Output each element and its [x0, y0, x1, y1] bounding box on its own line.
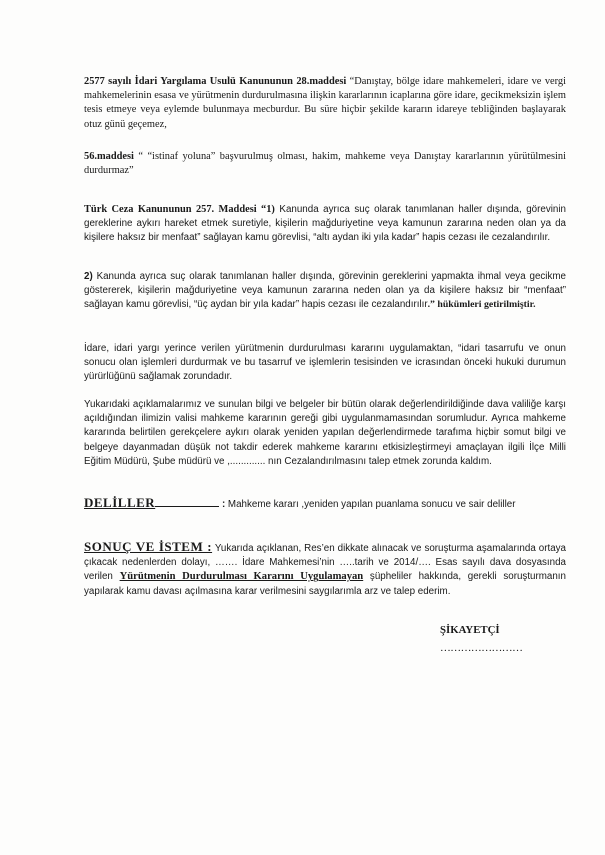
- clause-number: 2): [84, 271, 93, 282]
- section-sonuc-ve-istem: [84, 540, 566, 599]
- paragraph-text: “ “istinaf yoluna” başvurulmuş olması, hakim, mahkeme veya Danıştay kararlarının yürütülmesini durdurmaz”: [84, 151, 566, 177]
- signature-line: ……………………: [440, 642, 523, 654]
- paragraph-text: Kanunda ayrıca suç olarak tanımlanan haller dışında, görevinin gereklerini yapmakta ihmal veya gecikme göstererek, kişilerin mağduriyetine veya kamunun zararına neden olan ya da kişilere haksız bir “menfaat” sağlayan kamu görevlisi, “üç aydan bir yıla kadar” hapis cezası ile cezalandırılır: [84, 271, 566, 311]
- paragraph-bold-tail: .” hükümleri getirilmiştir.: [427, 299, 536, 311]
- paragraph-explanations: [84, 398, 566, 469]
- signature-label: ŞİKAYETÇİ: [440, 624, 500, 636]
- sonuc-heading: SONUÇ VE İSTEM :: [84, 539, 213, 554]
- sonuc-text-b: şüpheliler hakkında, gerekli soruşturmanın yapılarak kamu davası açılmasına karar verilmesini saygılarımla arz ve talep ederim.: [84, 571, 566, 597]
- paragraph-article-28: [84, 75, 566, 132]
- law-reference: 56.maddesi: [84, 151, 134, 162]
- paragraph-text: “Danıştay, bölge idare mahkemeleri, idare ve vergi mahkemelerinin esasa ve yürütmenin durdurulmasına ilişkin kararlarının icaplarına göre idare, gecikmeksizin işlem tesis etmeye veya eylemde bulunmaya mecburdur. Bu süre hiçbir şekilde kararın idareye tebliğinden başlayarak otuz günü geçemez,: [84, 76, 566, 130]
- paragraph-tck-257-1: [84, 203, 566, 246]
- paragraph-text: Kanunda ayrıca suç olarak tanımlanan haller dışında, görevinin gereklerine aykırı hareket etmek suretiyle, kişilerin mağduriyetine veya kamunun zararına neden olan ya da kişilere haksız bir menfaat” sağlayan kamu görevlisi, “altı aydan iki yıla kadar” hapis cezası ile cezalandırılır.: [84, 204, 566, 244]
- law-reference: 2577 sayılı İdari Yargılama Usulü Kanununun 28.maddesi: [84, 76, 347, 87]
- paragraph-text: Yukarıdaki açıklamalarımız ve sunulan bilgi ve belgeler bir bütün olarak değerlendirildiğinde dava valiliğe karşı açıldığından ilimizin valisi mahkeme kararının gereği gibi uygulanmamasından sorumludur. Ayrıca mahkeme kararında belirtilen gerekçelere aykırı olarak yeniden yapılan değerlendirmede tarafıma hiçbir somut bilgi ve belgeye dayanmadan düşük not takdir ederek mahkeme kararını etkisizleştirmeyi amaçlayan ilgili İlçe Milli Eğitim Müdürü, Şube müdürü ve ,............. nın Cezalandırılmasını talep etmek zorunda kaldım.: [84, 399, 566, 467]
- paragraph-administration-duty: [84, 342, 566, 385]
- deliller-colon: :: [221, 499, 226, 510]
- deliller-text: Mahkeme kararı ,yeniden yapılan puanlama sonucu ve sair deliller: [225, 499, 516, 510]
- paragraph-text: İdare, idari yargı yerince verilen yürütmenin durdurulması kararını uygulamaktan, “idari tasarrufu ve onun sonucu olan işlemleri durdurmak ve bu tasarruf ve işlemlerin tesisinden ve icrasından önceki hukuki durumun yürürlüğünü sağlamak zorundadır.: [84, 343, 566, 383]
- section-deliller: [84, 496, 566, 512]
- paragraph-article-56: [84, 150, 566, 178]
- law-reference: Türk Ceza Kanununun 257. Maddesi “1): [84, 204, 275, 215]
- heading-underline-fill: [155, 496, 219, 507]
- deliller-heading: DELİLLER: [84, 495, 156, 510]
- sonuc-text-a: Yukarıda açıklanan, Res’en dikkate alınacak ve soruşturma aşamalarında ortaya çıkacak nedenlerden dolayı, ……. İdare Mahkemesi’nin …..tarih ve 2014/…. Esas sayılı dava dosyasında verilen: [84, 543, 566, 583]
- paragraph-tck-257-2: [84, 270, 566, 313]
- sonuc-emphasis: Yürütmenin Durdurulması Kararını Uygulamayan: [119, 571, 364, 583]
